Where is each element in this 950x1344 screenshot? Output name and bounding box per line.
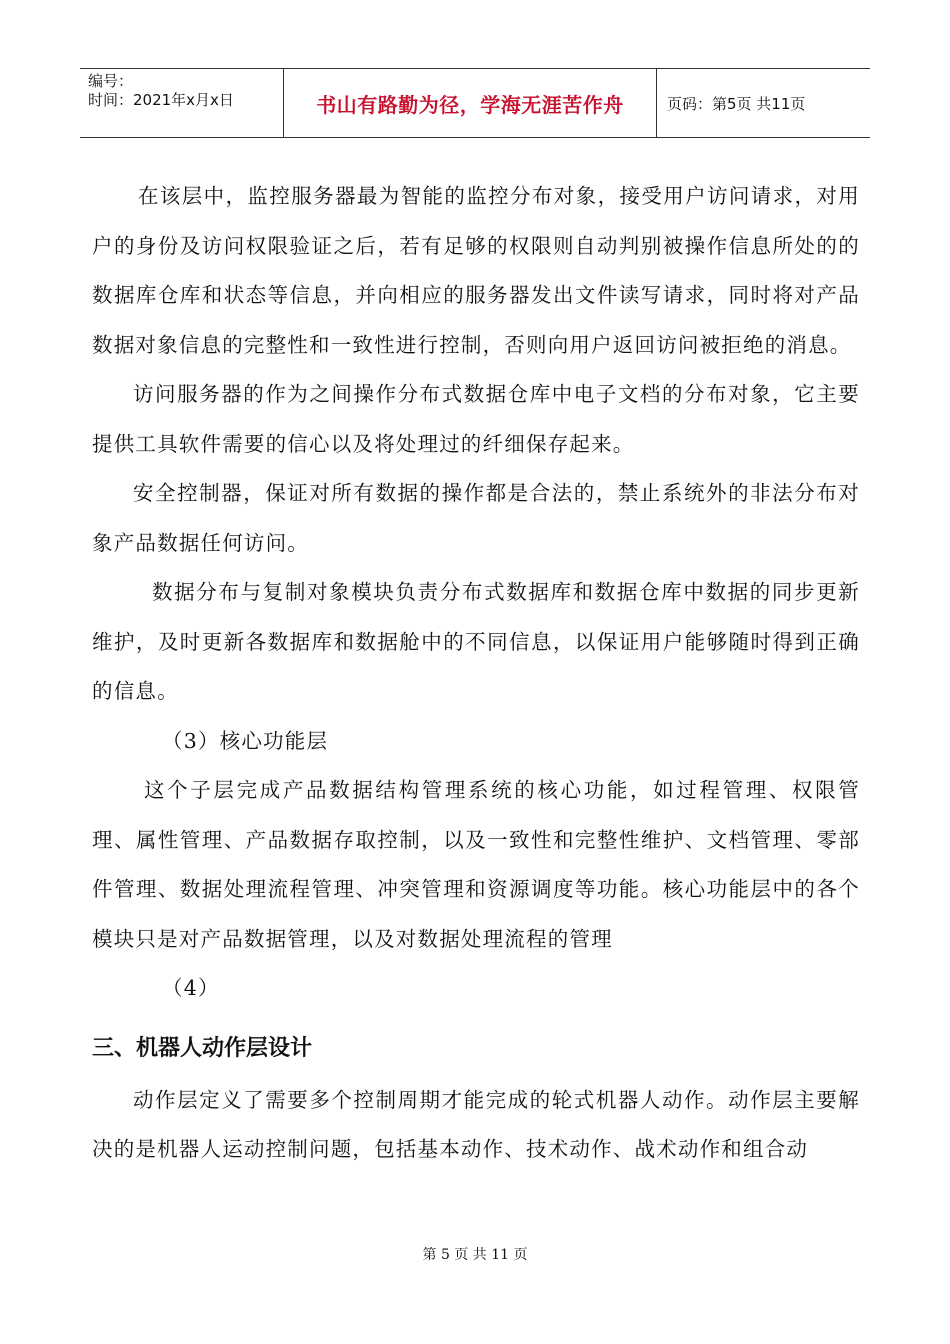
paragraph-security-controller: 安全控制器，保证对所有数据的操作都是合法的，禁止系统外的非法分布对象产品数据任何访问。	[92, 481, 860, 555]
paragraph-core-function: 这个子层完成产品数据结构管理系统的核心功能，如过程管理、权限管理、属性管理、产品数据存取控制，以及一致性和完整性维护、文档管理、零部件管理、数据处理流程管理、冲突管理和资源调度等功能。核心功能层中的各个模块只是对产品数据管理，以及对数据处理流程的管理	[92, 778, 860, 951]
paragraph-action-layer: 动作层定义了需要多个控制周期才能完成的轮式机器人动作。动作层主要解决的是机器人运动控制问题，包括基本动作、技术动作、战术动作和组合动	[92, 1087, 860, 1161]
paragraph-data-distribution: 数据分布与复制对象模块负责分布式数据库和数据仓库中数据的同步更新维护，及时更新各数据库和数据舱中的不同信息，以保证用户能够随时得到正确的信息。	[92, 580, 860, 703]
document-time-label: 时间：2021年x月x日	[88, 91, 234, 109]
document-number-label: 编号：	[88, 72, 134, 90]
paragraph-monitor-server: 在该层中，监控服务器最为智能的监控分布对象，接受用户访问请求，对用户的身份及访问权限验证之后，若有足够的权限则自动判别被操作信息所处的的数据库仓库和状态等信息，并向相应的服务器发出文件读写请求，同时将对产品数据对象信息的完整性和一致性进行控制，否则向用户返回访问被拒绝的消息。	[92, 184, 860, 357]
header-motto: 书山有路勤为径，学海无涯苦作舟	[284, 69, 657, 137]
paragraph-access-server: 访问服务器的作为之间操作分布式数据仓库中电子文档的分布对象，它主要提供工具软件需要的信心以及将处理过的纤细保存起来。	[92, 382, 860, 456]
subheading-item-4: （4）	[162, 976, 220, 1000]
section-heading-robot-action-layer: 三、机器人动作层设计	[92, 1035, 313, 1061]
page-footer: 第 5 页 共 11 页	[422, 1247, 528, 1263]
document-header	[80, 68, 870, 138]
header-page-info: 页码：第5页 共11页	[667, 94, 806, 113]
header-meta-cell	[80, 69, 284, 137]
document-body	[92, 172, 860, 1175]
subheading-core-function-layer: （3）核心功能层	[162, 728, 329, 753]
